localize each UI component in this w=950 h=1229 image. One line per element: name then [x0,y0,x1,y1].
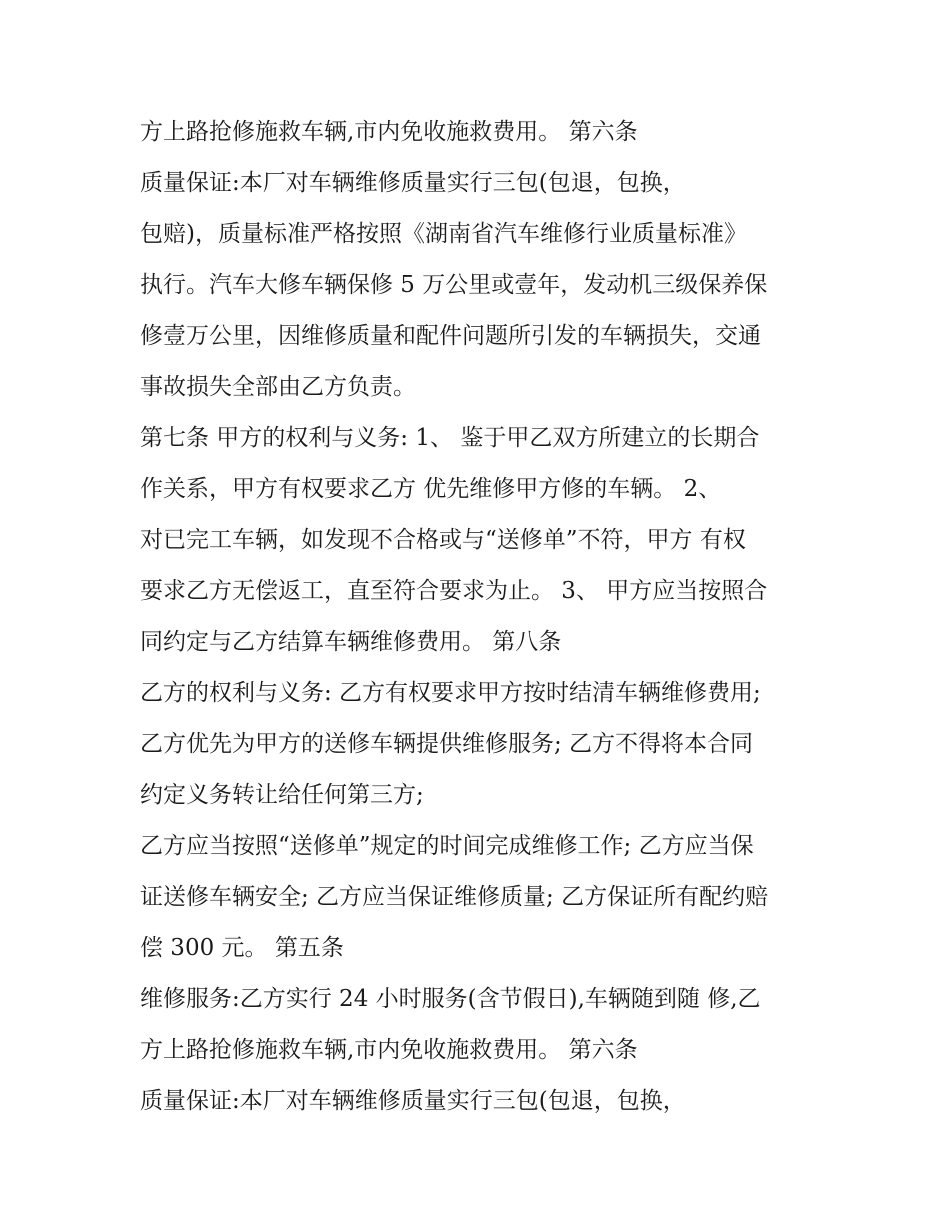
text-line: 乙方优先为甲方的送修车辆提供维修服务; 乙方不得将本合同 [140,731,754,757]
text-line: 执行。汽车大修车辆保修 5 万公里或壹年，发动机三级保养保 [140,272,768,298]
document-body [140,107,830,1127]
text-line: 维修服务:乙方实行 24 小时服务(含节假日),车辆随到随 修,乙 [140,986,761,1012]
text-line: 包赔)，质量标准严格按照《湖南省汽车维修行业质量标准》 [140,221,747,247]
text-line: 乙方的权利与义务: 乙方有权要求甲方按时结清车辆维修费用; [140,680,761,706]
text-line: 事故损失全部由乙方负责。 [140,374,416,400]
text-line: 乙方应当按照“送修单”规定的时间完成维修工作; 乙方应当保 [140,833,754,859]
text-line: 修壹万公里，因维修质量和配件问题所引发的车辆损失，交通 [140,323,761,349]
text-line: 质量保证:本厂对车辆维修质量实行三包(包退，包换， [140,170,686,196]
text-line: 证送修车辆安全; 乙方应当保证维修质量; 乙方保证所有配约赔 [140,884,769,910]
text-line: 偿 300 元。 第五条 [140,935,344,961]
text-line: 质量保证:本厂对车辆维修质量实行三包(包退，包换， [140,1088,686,1114]
text-line: 对已完工车辆，如发现不合格或与“送修单”不符，甲方 有权 [140,527,746,553]
text-line: 方上路抢修施救车辆,市内免收施救费用。 第六条 [140,1037,638,1063]
text-line: 要求乙方无偿返工，直至符合要求为止。 3、 甲方应当按照合 [140,578,768,604]
text-line: 同约定与乙方结算车辆维修费用。 第八条 [140,629,562,655]
text-line: 方上路抢修施救车辆,市内免收施救费用。 第六条 [140,119,638,145]
text-line: 约定义务转让给任何第三方; [140,782,424,808]
text-line: 作关系，甲方有权要求乙方 优先维修甲方修的车辆。 2、 [140,476,722,502]
text-line: 第七条 甲方的权利与义务: 1、 鉴于甲乙双方所建立的长期合 [140,425,760,451]
